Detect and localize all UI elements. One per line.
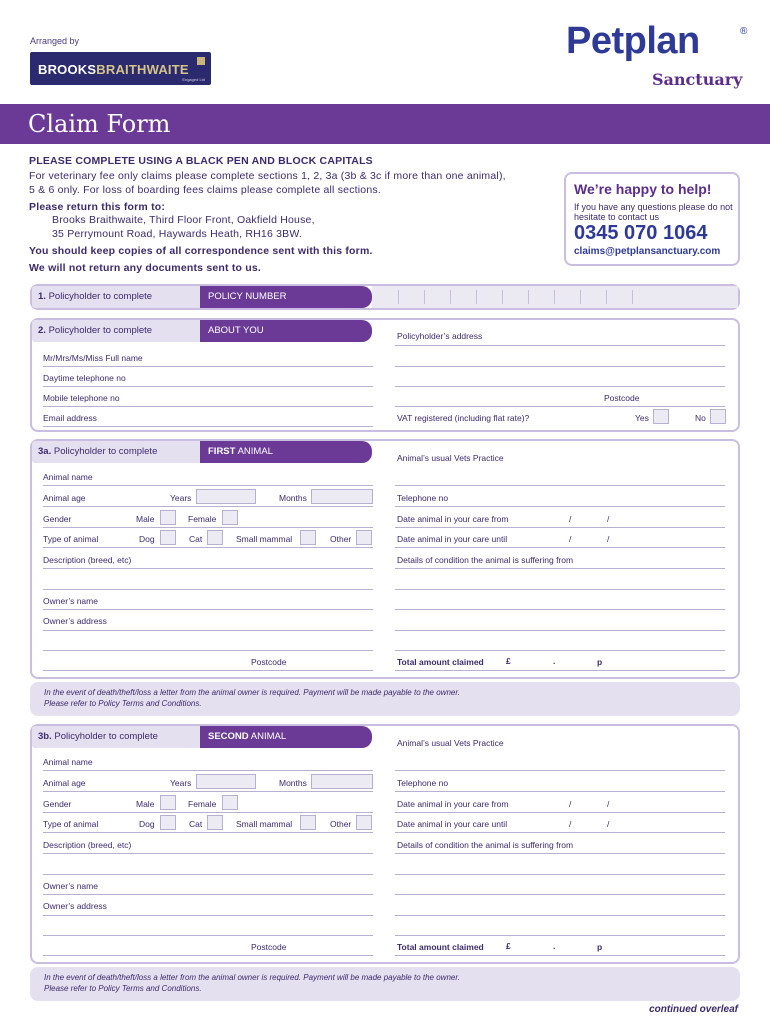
intro-line3: 5 & 6 only. For loss of boarding fees claims please complete all sections. — [29, 184, 381, 196]
pound-sign: £ — [506, 656, 511, 666]
months-field[interactable] — [311, 774, 373, 789]
postcode-label: Postcode — [604, 393, 640, 403]
digit-divider — [606, 290, 607, 304]
condition-label: Details of condition the animal is suffering from — [397, 555, 574, 565]
vat-yes-label: Yes — [635, 413, 649, 423]
logo-word-1: BROOKS — [38, 62, 97, 77]
owner-address-label: Owner’s address — [43, 616, 107, 626]
gender-line — [43, 527, 373, 528]
date-from-slash-2: / — [607, 799, 610, 809]
vat-label: VAT registered (including flat rate)? — [397, 413, 530, 423]
female-label: Female — [188, 799, 217, 809]
vat-yes-checkbox[interactable] — [653, 409, 669, 424]
condition-line-1[interactable] — [395, 568, 725, 569]
section1-tab: POLICY NUMBER — [200, 286, 372, 308]
return-address1: Brooks Braithwaite, Third Floor Front, Oakfield House, — [52, 214, 315, 226]
address-line-2[interactable] — [395, 366, 725, 367]
address-line-3[interactable] — [395, 386, 725, 387]
female-label: Female — [188, 514, 217, 524]
cat-checkbox[interactable] — [207, 815, 223, 830]
brooks-braithwaite-logo — [30, 52, 211, 85]
dog-checkbox[interactable] — [160, 530, 176, 545]
other-label: Other — [330, 534, 352, 544]
section2-label-text: Policyholder to complete — [45, 325, 153, 336]
section3b-num: 3b. — [38, 731, 52, 742]
note-line1: In the event of death/theft/loss a letter from the animal owner is required. Payment will be made payable to the owner. — [44, 973, 460, 982]
total-label: Total amount claimed — [397, 942, 484, 952]
digit-divider — [476, 290, 477, 304]
total-label: Total amount claimed — [397, 657, 484, 667]
date-from-label: Date animal in your care from — [397, 799, 509, 809]
section2-num: 2. — [38, 325, 46, 336]
help-box — [564, 172, 740, 266]
cat-label: Cat — [189, 819, 203, 829]
date-from-slash-1: / — [569, 514, 572, 524]
sanctuary-logo: Sanctuary — [652, 70, 743, 89]
daytime-phone-label: Daytime telephone no — [43, 373, 126, 383]
animal-name-line[interactable] — [43, 770, 373, 771]
condition-line-2[interactable] — [395, 589, 725, 590]
date-from-line[interactable] — [395, 812, 725, 813]
gender-label: Gender — [43, 799, 72, 809]
age-line — [43, 506, 373, 507]
section3b-tab — [200, 726, 372, 748]
description-label: Description (breed, etc) — [43, 840, 132, 850]
months-label: Months — [279, 778, 307, 788]
owner-address-line-1[interactable] — [43, 630, 373, 631]
copies-note: You should keep copies of all correspondence sent with this form. — [29, 245, 373, 257]
pence-label: p — [597, 657, 603, 667]
description-line-1[interactable] — [43, 853, 373, 854]
vets-line[interactable] — [395, 485, 725, 486]
digit-divider — [580, 290, 581, 304]
section3a-tab-bold: FIRST — [208, 446, 236, 457]
months-label: Months — [279, 493, 307, 503]
mobile-label: Mobile telephone no — [43, 393, 120, 403]
condition-label: Details of condition the animal is suffering from — [397, 840, 574, 850]
total-line[interactable] — [395, 670, 725, 671]
dog-label: Dog — [139, 534, 155, 544]
condition-line-1[interactable] — [395, 853, 725, 854]
condition-line-3[interactable] — [395, 894, 725, 895]
return-heading: Please return this form to: — [29, 201, 166, 213]
months-field[interactable] — [311, 489, 373, 504]
date-until-line[interactable] — [395, 832, 725, 833]
return-address2: 35 Perrymount Road, Haywards Heath, RH16 3BW. — [52, 228, 303, 240]
description-label: Description (breed, etc) — [43, 555, 132, 565]
date-until-line[interactable] — [395, 547, 725, 548]
years-label: Years — [170, 778, 192, 788]
female-checkbox[interactable] — [222, 795, 238, 810]
date-until-slash-1: / — [569, 819, 572, 829]
small-mammal-checkbox[interactable] — [300, 815, 316, 830]
vets-phone-line[interactable] — [395, 791, 725, 792]
vat-no-label: No — [695, 413, 706, 423]
section3b-notebox — [30, 967, 740, 1001]
digit-divider — [502, 290, 503, 304]
email-label: Email address — [43, 413, 97, 423]
type-label: Type of animal — [43, 534, 99, 544]
section3b-tab-bold: SECOND — [208, 731, 249, 742]
condition-line-4[interactable] — [395, 915, 725, 916]
cat-label: Cat — [189, 534, 203, 544]
logo-word-2: BRAITHWAITE — [96, 62, 189, 77]
section1-label — [32, 286, 200, 308]
logo-subtext: Engaged Ltd — [182, 77, 205, 82]
date-until-slash-2: / — [607, 819, 610, 829]
description-line-2[interactable] — [43, 589, 373, 590]
owner-address-line-2[interactable] — [43, 935, 373, 936]
arranged-by-label: Arranged by — [30, 36, 80, 46]
full-name-line[interactable] — [43, 366, 373, 367]
small-mammal-label: Small mammal — [236, 819, 293, 829]
female-checkbox[interactable] — [222, 510, 238, 525]
date-from-label: Date animal in your care from — [397, 514, 509, 524]
small-mammal-label: Small mammal — [236, 534, 293, 544]
date-from-slash-1: / — [569, 799, 572, 809]
digit-divider — [424, 290, 425, 304]
owner-address-line-1[interactable] — [43, 915, 373, 916]
help-email: claims@petplansanctuary.com — [574, 246, 721, 257]
male-label: Male — [136, 799, 155, 809]
section3b-label — [32, 726, 200, 748]
small-mammal-checkbox[interactable] — [300, 530, 316, 545]
pence-label: p — [597, 942, 603, 952]
vets-label: Animal’s usual Vets Practice — [397, 453, 504, 463]
animal-age-label: Animal age — [43, 493, 86, 503]
vets-phone-label: Telephone no — [397, 778, 449, 788]
continued-overleaf: continued overleaf — [649, 1004, 738, 1015]
total-line[interactable] — [395, 955, 725, 956]
date-from-slash-2: / — [607, 514, 610, 524]
date-until-slash-1: / — [569, 534, 572, 544]
address-label: Policyholder’s address — [397, 331, 483, 341]
section3a-num: 3a. — [38, 446, 52, 457]
section1-label-text: Policyholder to complete — [45, 291, 153, 302]
logo-square-icon — [197, 57, 205, 65]
full-name-label: Mr/Mrs/Ms/Miss Full name — [43, 353, 143, 363]
note-line2: Please refer to Policy Terms and Conditions. — [44, 984, 202, 993]
owner-name-label: Owner’s name — [43, 596, 98, 606]
condition-line-5[interactable] — [395, 935, 725, 936]
animal-name-line[interactable] — [43, 485, 373, 486]
section3b-label-text: Policyholder to complete — [51, 731, 158, 742]
date-until-label: Date animal in your care until — [397, 534, 508, 544]
decimal-dot: . — [553, 941, 556, 951]
petplan-logo: Petplan — [566, 20, 700, 62]
digit-divider — [632, 290, 633, 304]
section3a-label-text: Policyholder to complete — [51, 446, 158, 457]
vets-label: Animal’s usual Vets Practice — [397, 738, 504, 748]
title-banner — [0, 104, 770, 144]
digit-divider — [554, 290, 555, 304]
postcode-line[interactable] — [395, 406, 725, 407]
vat-no-checkbox[interactable] — [710, 409, 726, 424]
vets-phone-label: Telephone no — [397, 493, 449, 503]
pound-sign: £ — [506, 941, 511, 951]
type-label: Type of animal — [43, 819, 99, 829]
daytime-phone-line[interactable] — [43, 386, 373, 387]
description-line-1[interactable] — [43, 568, 373, 569]
vets-line[interactable] — [395, 770, 725, 771]
description-line-2[interactable] — [43, 874, 373, 875]
help-title: We’re happy to help! — [574, 181, 712, 197]
date-until-slash-2: / — [607, 534, 610, 544]
help-phone: 0345 070 1064 — [574, 222, 708, 244]
condition-line-2[interactable] — [395, 874, 725, 875]
vets-phone-line[interactable] — [395, 506, 725, 507]
intro-caps: PLEASE COMPLETE USING A BLACK PEN AND BLOCK CAPITALS — [29, 155, 373, 167]
age-line — [43, 791, 373, 792]
male-checkbox[interactable] — [160, 795, 176, 810]
owner-name-label: Owner’s name — [43, 881, 98, 891]
section2-label — [32, 320, 200, 342]
registered-mark: ® — [740, 26, 748, 37]
section3b-panel — [30, 724, 740, 964]
gender-label: Gender — [43, 514, 72, 524]
animal-name-label: Animal name — [43, 757, 93, 767]
help-text: If you have any questions please do not hesitate to contact us — [574, 202, 733, 222]
no-return-note: We will not return any documents sent to us. — [29, 262, 262, 274]
mobile-line[interactable] — [43, 406, 373, 407]
owner-address-line-2[interactable] — [43, 650, 373, 651]
note-line2: Please refer to Policy Terms and Conditions. — [44, 699, 202, 708]
date-until-label: Date animal in your care until — [397, 819, 508, 829]
gender-line — [43, 812, 373, 813]
years-field[interactable] — [196, 489, 256, 504]
other-label: Other — [330, 819, 352, 829]
section3a-tab-rest: ANIMAL — [235, 446, 273, 457]
date-from-line[interactable] — [395, 527, 725, 528]
owner-postcode-line[interactable] — [43, 955, 373, 956]
condition-line-4[interactable] — [395, 630, 725, 631]
owner-postcode-label: Postcode — [251, 942, 287, 952]
digit-divider — [450, 290, 451, 304]
condition-line-3[interactable] — [395, 609, 725, 610]
owner-postcode-line[interactable] — [43, 670, 373, 671]
intro-line2: For veterinary fee only claims please complete sections 1, 2, 3a (3b & 3c if more than one animal), — [29, 170, 506, 182]
years-label: Years — [170, 493, 192, 503]
section3a-label — [32, 441, 200, 463]
decimal-dot: . — [553, 656, 556, 666]
section3a-panel — [30, 439, 740, 679]
form-title: Claim Form — [28, 110, 171, 138]
animal-age-label: Animal age — [43, 778, 86, 788]
cat-checkbox[interactable] — [207, 530, 223, 545]
type-line — [43, 832, 373, 833]
note-line1: In the event of death/theft/loss a letter from the animal owner is required. Payment will be made payable to the owner. — [44, 688, 460, 697]
type-line — [43, 547, 373, 548]
years-field[interactable] — [196, 774, 256, 789]
digit-divider — [528, 290, 529, 304]
owner-address-label: Owner’s address — [43, 901, 107, 911]
section1-num: 1. — [38, 291, 46, 302]
condition-line-5[interactable] — [395, 650, 725, 651]
owner-postcode-label: Postcode — [251, 657, 287, 667]
animal-name-label: Animal name — [43, 472, 93, 482]
owner-name-line[interactable] — [43, 609, 373, 610]
section3b-tab-rest: ANIMAL — [248, 731, 287, 742]
male-checkbox[interactable] — [160, 510, 176, 525]
digit-divider — [398, 290, 399, 304]
policy-number-field[interactable] — [372, 286, 738, 308]
section2-tab: ABOUT YOU — [200, 320, 372, 342]
owner-name-line[interactable] — [43, 894, 373, 895]
other-checkbox[interactable] — [356, 815, 372, 830]
dog-label: Dog — [139, 819, 155, 829]
section3a-notebox — [30, 682, 740, 716]
email-line[interactable] — [43, 426, 373, 427]
other-checkbox[interactable] — [356, 530, 372, 545]
dog-checkbox[interactable] — [160, 815, 176, 830]
section3a-tab — [200, 441, 372, 463]
address-line-1[interactable] — [395, 345, 725, 346]
male-label: Male — [136, 514, 155, 524]
